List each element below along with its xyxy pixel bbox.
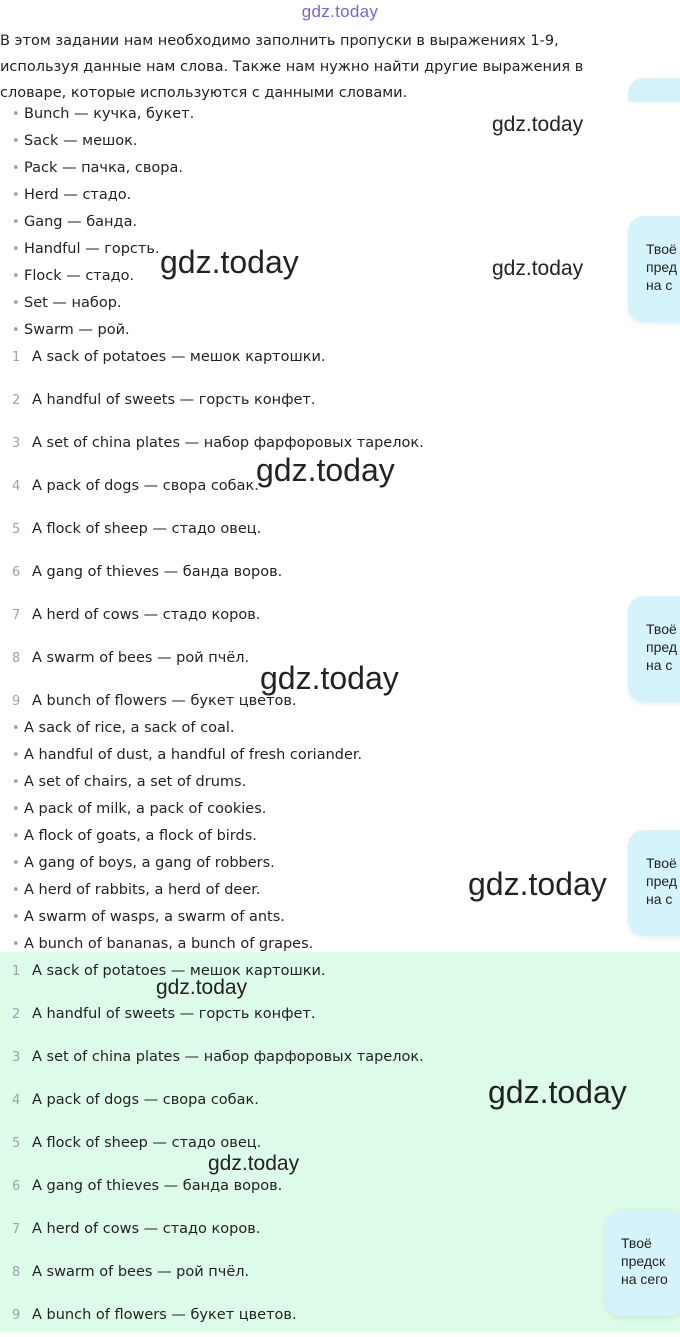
list-item: • A set of chairs, a set of drums. (0, 769, 362, 796)
item-number: 8 (12, 651, 21, 666)
list-item: • A bunch of bananas, a bunch of grapes. (0, 931, 362, 958)
answer-text: A swarm of bees — рой пчёл. (32, 1264, 250, 1280)
answer-text: A set of china plates — набор фарфоровых тарелок. (32, 1049, 424, 1065)
promo-card[interactable] (628, 596, 680, 702)
list-item: • A pack of milk, a pack of cookies. (0, 796, 362, 823)
list-item: • Swarm — рой. (0, 317, 194, 344)
vocabulary-list (0, 101, 194, 344)
answer-item (0, 993, 424, 1036)
list-item: • A gang of boys, a gang of robbers. (0, 850, 362, 877)
item-number: 5 (12, 522, 21, 537)
item-number: 8 (12, 1265, 21, 1280)
watermark: gdz.today (488, 1074, 627, 1110)
answer-item (0, 1036, 424, 1079)
answer-text: A gang of thieves — банда воров. (32, 564, 283, 580)
item-number: 5 (12, 1136, 21, 1151)
answer-item (0, 1294, 424, 1337)
promo-line: на с (646, 891, 673, 907)
watermark: gdz.today (492, 257, 584, 280)
promo-line: Твоё (646, 241, 677, 257)
promo-line: на с (646, 277, 673, 293)
promo-line: пред (646, 639, 678, 655)
promo-card[interactable] (628, 830, 680, 936)
answer-text: A flock of sheep — стадо овец. (32, 521, 262, 537)
answer-item (0, 1208, 424, 1251)
answer-text: A flock of sheep — стадо овец. (32, 1135, 262, 1151)
answer-item (0, 1251, 424, 1294)
answer-text: A bunch of flowers — букет цветов. (32, 1307, 297, 1323)
watermark: gdz.today (208, 1152, 300, 1175)
answer-item (0, 336, 424, 379)
promo-line: на сего (621, 1271, 668, 1287)
answer-text: A herd of cows — стадо коров. (32, 1221, 261, 1237)
item-number: 6 (12, 1179, 21, 1194)
item-number: 2 (12, 1007, 21, 1022)
list-item: • Sack — мешок. (0, 128, 194, 155)
answer-text: A swarm of bees — рой пчёл. (32, 650, 250, 666)
answer-text: A gang of thieves — банда воров. (32, 1178, 283, 1194)
item-number: 2 (12, 393, 21, 408)
list-item: • Gang — банда. (0, 209, 194, 236)
item-number: 3 (12, 1050, 21, 1065)
promo-line: предск (621, 1253, 666, 1269)
answer-item (0, 508, 424, 551)
watermark: gdz.today (492, 113, 584, 136)
item-number: 4 (12, 479, 21, 494)
answer-item (0, 1079, 424, 1122)
item-number: 1 (12, 964, 21, 979)
answer-text: A bunch of flowers — букет цветов. (32, 693, 297, 709)
answer-item (0, 594, 424, 637)
item-number: 9 (12, 694, 21, 709)
promo-line: Твоё (646, 855, 677, 871)
list-item: • A flock of goats, a flock of birds. (0, 823, 362, 850)
answer-text: A handful of sweets — горсть конфет. (32, 1006, 316, 1022)
promo-line: Твоё (621, 1235, 652, 1251)
promo-line: Твоё (646, 621, 677, 637)
list-item: • A sack of rice, a sack of coal. (0, 715, 362, 742)
watermark: gdz.today (260, 660, 399, 696)
answer-text: A sack of potatoes — мешок картошки. (32, 349, 326, 365)
answer-text: A pack of dogs — свора собак. (32, 478, 259, 494)
list-item: • Set — набор. (0, 290, 194, 317)
site-logo[interactable]: gdz.today (301, 2, 379, 21)
answer-text: A set of china plates — набор фарфоровых тарелок. (32, 435, 424, 451)
answer-text: A herd of cows — стадо коров. (32, 607, 261, 623)
list-item: • A swarm of wasps, a swarm of ants. (0, 904, 362, 931)
promo-line: на с (646, 657, 673, 673)
watermark: gdz.today (256, 452, 395, 488)
list-item: • A herd of rabbits, a herd of deer. (0, 877, 362, 904)
item-number: 6 (12, 565, 21, 580)
item-number: 7 (12, 1222, 21, 1237)
list-item: • Herd — стадо. (0, 182, 194, 209)
list-item: • A handful of dust, a handful of fresh coriander. (0, 742, 362, 769)
promo-line: пред (646, 873, 678, 889)
other-expressions-list (0, 715, 362, 958)
answer-item (0, 551, 424, 594)
item-number: 7 (12, 608, 21, 623)
task-intro: В этом задании нам необходимо заполнить пропуски в выражениях 1-9, используя данные нам слова. Также нам нужно найти другие выражения в словаре, которые используются с данными словами. (0, 33, 584, 101)
item-number: 4 (12, 1093, 21, 1108)
item-number: 9 (12, 1308, 21, 1323)
answer-item (0, 379, 424, 422)
list-item: • Bunch — кучка, букет. (0, 101, 194, 128)
list-item: • Flock — стадо. (0, 263, 194, 290)
answer-text: A pack of dogs — свора собак. (32, 1092, 259, 1108)
item-number: 1 (12, 350, 21, 365)
watermark: gdz.today (156, 976, 248, 999)
promo-card[interactable] (605, 1210, 680, 1316)
answers-list-repeat (0, 950, 424, 1337)
promo-card[interactable] (628, 216, 680, 322)
item-number: 3 (12, 436, 21, 451)
answer-text: A handful of sweets — горсть конфет. (32, 392, 316, 408)
watermark: gdz.today (468, 866, 607, 902)
list-item: • Handful — горсть. (0, 236, 194, 263)
promo-line: пред (646, 259, 678, 275)
watermark: gdz.today (160, 244, 299, 280)
promo-card-partial[interactable] (628, 78, 680, 102)
list-item: • Pack — пачка, свора. (0, 155, 194, 182)
answer-text: A sack of potatoes — мешок картошки. (32, 963, 326, 979)
